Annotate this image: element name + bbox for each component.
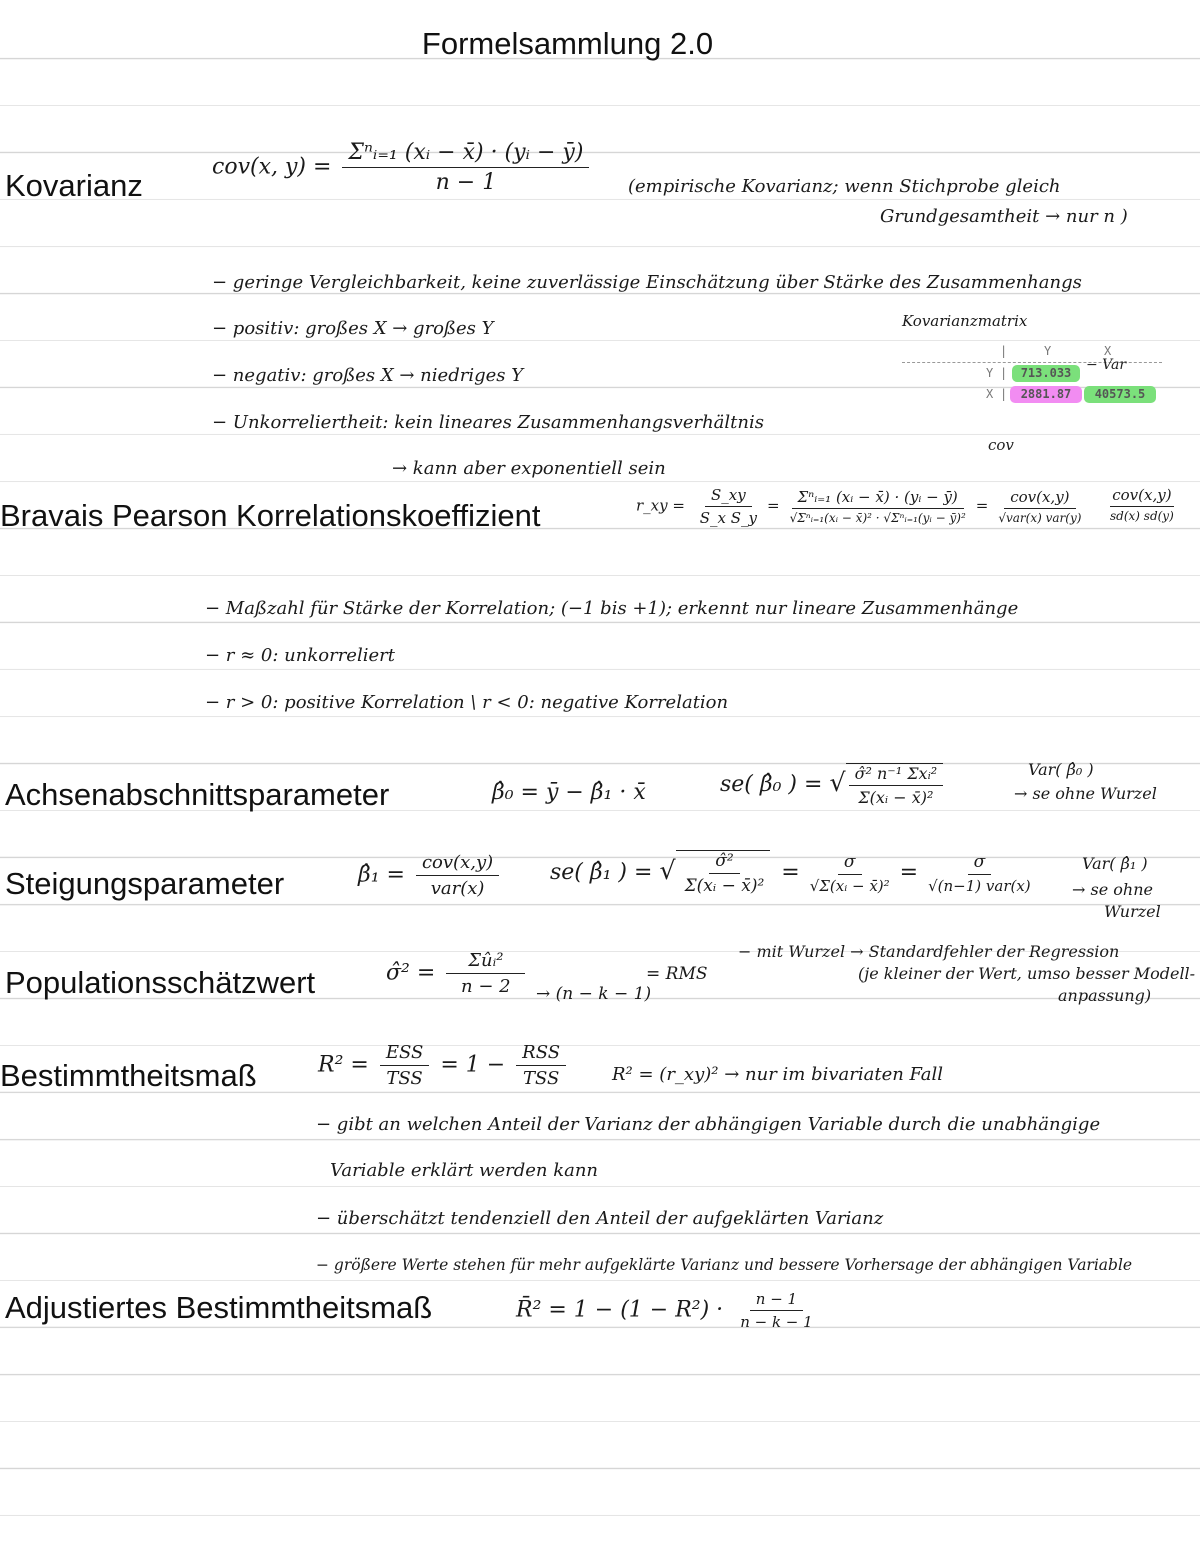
se-beta1-f3-num: σ — [968, 852, 992, 875]
se-beta1-den: Σ(xᵢ − x̄)² — [684, 876, 765, 896]
matrix-cell-var-x: 40573.5 — [1084, 386, 1156, 403]
kovarianz-bullet: − negativ: großes X → niedriges Y — [212, 365, 524, 386]
kovarianz-bullet: → kann aber exponentiell sein — [392, 458, 666, 479]
kovarianzmatrix-title: Kovarianzmatrix — [902, 312, 1028, 330]
kovarianz-note-1: (empirische Kovarianz; wenn Stichprobe gleich — [628, 176, 1061, 197]
se-beta0-den: Σ(xᵢ − x̄)² — [858, 788, 934, 807]
achsen-note-2: → se ohne Wurzel — [1014, 784, 1157, 803]
bestimmtheit-bullet: − gibt an welchen Anteil der Varianz der abhängigen Variable durch die unabhängige — [316, 1114, 1101, 1135]
beta1-fraction — [416, 852, 499, 899]
se-beta1-fraction — [676, 850, 771, 896]
pearson-bullet: − r ≈ 0: unkorreliert — [205, 645, 395, 666]
kovarianz-lhs: cov(x, y) = — [212, 154, 332, 180]
sqrt-icon: √ — [659, 856, 676, 885]
steigung-note-2: → se ohne — [1072, 880, 1153, 899]
se-beta0-fraction — [846, 763, 944, 807]
pearson-fraction — [784, 488, 972, 525]
bestimmtheit-bullet: − größere Werte stehen für mehr aufgeklärte Varianz und bessere Vorhersage der abhängigen Variable — [316, 1256, 1133, 1274]
population-rms: = RMS — [646, 964, 708, 984]
heading-bestimmtheit: Bestimmtheitsmaß — [0, 1058, 257, 1093]
page-title: Formelsammlung 2.0 — [421, 26, 714, 61]
sigma-fraction — [446, 950, 525, 997]
beta1-den: var(x) — [430, 878, 485, 899]
kovarianz-note-2: Grundgesamtheit → nur n ) — [880, 206, 1128, 227]
pearson-lhs: r_xy = — [636, 496, 685, 515]
matrix-cell-cov: 2881.87 — [1010, 386, 1082, 403]
pearson-fraction — [694, 486, 763, 527]
pearson-f1-num: S_xy — [705, 486, 752, 507]
pearson-f3-den: √var(x) var(y) — [998, 511, 1082, 525]
matrix-col-header: X — [1104, 344, 1112, 358]
r2-f1-num: ESS — [380, 1042, 430, 1066]
pearson-bullet: − Maßzahl für Stärke der Korrelation; (−1 bis +1); erkennt nur lineare Zusammenhänge — [205, 598, 1019, 619]
pearson-fraction — [1108, 486, 1176, 523]
sqrt-icon: √ — [829, 768, 846, 797]
formula-sigma — [386, 950, 529, 997]
achsen-note-1: Var( β̂₀ ) — [1028, 760, 1094, 779]
matrix-row-label: X — [986, 387, 994, 401]
adj-r2-lhs: R̄² = 1 − (1 − R²) · — [516, 1297, 724, 1323]
se-beta1-f2-num: σ — [838, 852, 862, 875]
formula-adj-r2 — [516, 1290, 823, 1331]
steigung-note-1: Var( β̂₁ ) — [1082, 854, 1148, 873]
pearson-bullet: − r > 0: positive Korrelation \ r < 0: negative Korrelation — [205, 692, 729, 713]
formula-pearson-sd — [1108, 486, 1176, 523]
matrix-separator: | — [1000, 387, 1008, 401]
heading-steigung: Steigungsparameter — [5, 866, 285, 901]
heading-achsenabschnitt: Achsenabschnittsparameter — [5, 777, 390, 812]
pearson-f4-den: sd(x) sd(y) — [1110, 509, 1174, 523]
beta1-lhs: β̂₁ = — [358, 862, 405, 888]
matrix-separator: | — [1000, 344, 1008, 358]
matrix-separator: | — [1000, 366, 1008, 380]
population-arrow: → (n − k − 1) — [536, 984, 652, 1004]
pearson-f1-den: S_x S_y — [699, 509, 757, 527]
r2-lhs: R² = — [318, 1052, 369, 1078]
matrix-row — [902, 384, 1162, 405]
population-note-2: (je kleiner der Wert, umso besser Modell- — [858, 964, 1196, 983]
annotation-cov: cov — [988, 436, 1014, 454]
pearson-f3-num: cov(x,y) — [1004, 488, 1075, 509]
kovarianz-bullet: − geringe Vergleichbarkeit, keine zuverlässige Einschätzung über Stärke des Zusammenhangs — [212, 272, 1082, 293]
population-note-1: − mit Wurzel → Standardfehler der Regression — [738, 942, 1120, 961]
kovarianz-fraction — [342, 140, 589, 195]
se-beta1-num: σ̂² — [709, 851, 739, 874]
se-beta0-num: σ̂² n⁻¹ Σxᵢ² — [849, 764, 944, 786]
kovarianz-bullet: − Unkorreliertheit: kein lineares Zusammenhangsverhältnis — [212, 412, 764, 433]
matrix-col-header: Y — [1044, 344, 1052, 358]
kovarianz-denominator: n − 1 — [435, 170, 497, 195]
formula-beta0: β̂₀ = ȳ − β̂₁ · x̄ — [492, 780, 646, 805]
formula-beta1 — [358, 852, 503, 899]
formula-pearson: r_xy = $\frac{S\_xy}{\text{S\_x S\_y}}$ = $\frac{\text{Σⁿᵢ₌₁ (xᵢ − x̄) · (yᵢ − ȳ)}}{\text{√Σⁿᵢ₌₁(xᵢ − x̄)² · √Σⁿᵢ₌₁(yᵢ − ȳ)²}}$ = $\frac{\text{cov(x,y)}}{\text{√var(x) var(y)}}$ — [636, 486, 1091, 527]
formula-se-beta0 — [720, 763, 947, 807]
adj-r2-den: n − k − 1 — [740, 1313, 813, 1331]
kovarianz-bullet: − positiv: großes X → großes Y — [212, 318, 494, 339]
se-beta1-f2-den: √Σ(xᵢ − x̄)² — [809, 876, 890, 895]
r2-f1-den: TSS — [386, 1068, 423, 1089]
formula-se-beta1: se( β̂₁ ) = √ $\frac{\text{σ̂²}}{\text{Σ(xᵢ − x̄)²}}$ = $\frac{\sigma}{\text{√Σ(xᵢ − x̄)²}}$ = $\frac{\sigma}{\text{√(n−1) var(x)}}$ — [550, 850, 1041, 896]
beta1-num: cov(x,y) — [416, 852, 499, 876]
formula-r2 — [318, 1042, 570, 1089]
sigma-num: Σûᵢ² — [446, 950, 525, 974]
matrix-cell-var-y: 713.033 — [1012, 365, 1080, 382]
adj-r2-num: n − 1 — [750, 1290, 803, 1311]
se-beta1-fraction — [922, 852, 1037, 895]
pearson-fraction — [992, 488, 1087, 525]
r2-mid: = 1 − — [440, 1052, 506, 1078]
matrix-row — [902, 357, 1162, 384]
sigma-lhs: σ̂² = — [386, 960, 436, 986]
annotation-var: − Var — [1086, 357, 1127, 373]
pearson-f4-num: cov(x,y) — [1110, 486, 1173, 507]
kovarianz-numerator: Σⁿᵢ₌₁ (xᵢ − x̄) · (yᵢ − ȳ) — [342, 140, 589, 168]
r2-f2-num: RSS — [516, 1042, 566, 1066]
bestimmtheit-bullet: − überschätzt tendenziell den Anteil der aufgeklärten Varianz — [316, 1208, 884, 1229]
r2-rxy: R² = (r_xy)² → nur im bivariaten Fall — [612, 1064, 944, 1085]
se-beta1-f3-den: √(n−1) var(x) — [928, 876, 1031, 895]
steigung-note-3: Wurzel — [1104, 902, 1161, 921]
heading-kovarianz: Kovarianz — [5, 168, 143, 203]
pearson-f2-den: √Σⁿᵢ₌₁(xᵢ − x̄)² · √Σⁿᵢ₌₁(yᵢ − ȳ)² — [789, 511, 966, 525]
adj-r2-fraction — [734, 1290, 819, 1331]
formula-kovarianz — [212, 140, 593, 195]
kovarianzmatrix-table — [902, 340, 1162, 454]
r2-fraction — [516, 1042, 566, 1089]
sigma-den: n − 2 — [461, 976, 511, 997]
r2-f2-den: TSS — [522, 1068, 560, 1089]
se-beta1-fraction — [804, 852, 896, 895]
se-beta1-lhs: se( β̂₁ ) = — [550, 860, 653, 885]
heading-pearson: Bravais Pearson Korrelationskoeffizient — [0, 498, 541, 533]
r2-fraction — [380, 1042, 430, 1089]
population-note-3: anpassung) — [1058, 986, 1152, 1005]
se-beta0-lhs: se( β̂₀ ) = — [720, 772, 823, 797]
pearson-f2-num: Σⁿᵢ₌₁ (xᵢ − x̄) · (yᵢ − ȳ) — [792, 488, 964, 509]
bestimmtheit-bullet: Variable erklärt werden kann — [330, 1160, 599, 1181]
heading-population: Populationsschätzwert — [5, 965, 316, 1000]
heading-adjustiert: Adjustiertes Bestimmtheitsmaß — [5, 1290, 433, 1325]
matrix-row-label: Y — [986, 366, 994, 380]
